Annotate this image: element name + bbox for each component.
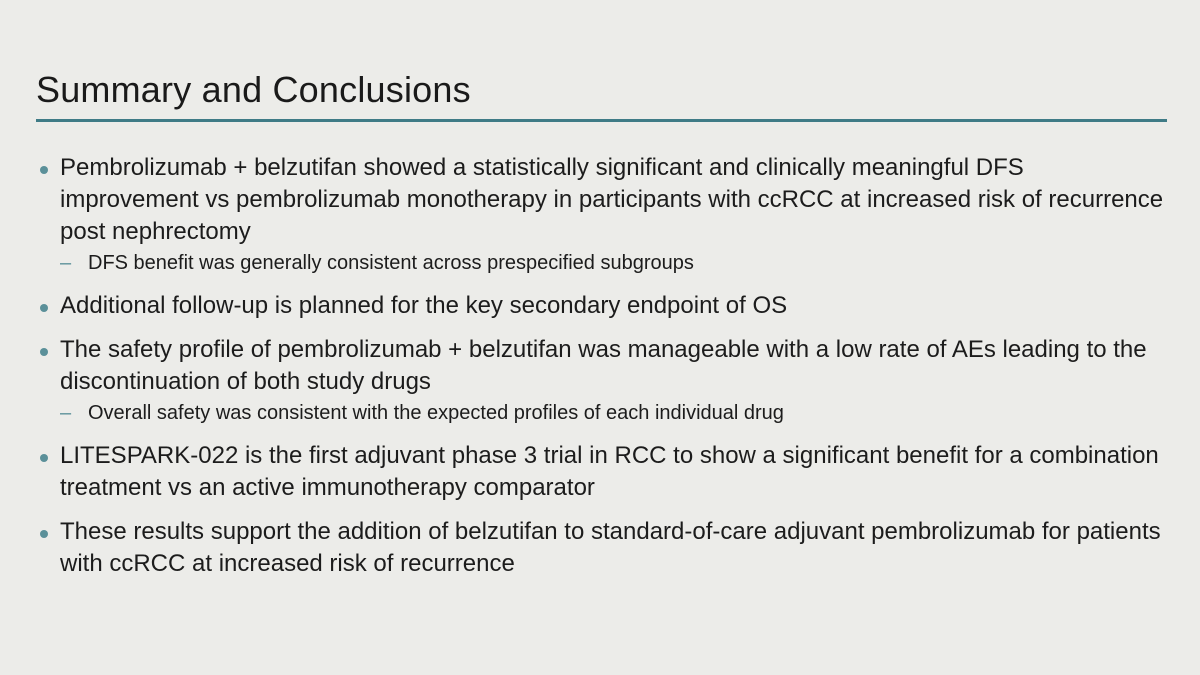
bullet-dot-icon [40,454,48,462]
bullet-dot-icon [40,304,48,312]
bullet-text: Pembrolizumab + belzutifan showed a statistically significant and clinically meaningful DFS improvement vs pembrolizumab monotherapy in participants with ccRCC at increased risk of recurrence post nephrectomy [60,154,1164,245]
dash-icon: – [60,252,72,274]
bullet-item [36,440,1166,504]
bullet-text: These results support the addition of belzutifan to standard-of-care adjuvant pembrolizumab for patients with ccRCC at increased risk of recurrence [60,518,1161,577]
bullet-text: Additional follow-up is planned for the key secondary endpoint of OS [60,292,788,319]
bullet-item [36,516,1166,580]
bullet-dot-icon [40,530,48,538]
bullet-dot-icon [40,166,48,174]
bullet-item [36,290,1166,322]
bullet-text: The safety profile of pembrolizumab + belzutifan was manageable with a low rate of AEs leading to the discontinuation of both study drugs [60,336,1147,395]
bullet-dot-icon [40,348,48,356]
sub-bullet-text: DFS benefit was generally consistent across prespecified subgroups [88,252,694,274]
bullet-list [36,152,1166,592]
bullet-item [36,334,1166,428]
sub-bullet-item [60,248,1166,278]
sub-bullet-text: Overall safety was consistent with the expected profiles of each individual drug [88,402,784,424]
title-divider [36,119,1167,122]
dash-icon: – [60,402,72,424]
slide-title: Summary and Conclusions [36,69,471,110]
bullet-item [36,152,1166,278]
bullet-text: LITESPARK-022 is the first adjuvant phase 3 trial in RCC to show a significant benefit for a combination treatment vs an active immunotherapy comparator [60,442,1159,501]
sub-bullet-item [60,398,1166,428]
